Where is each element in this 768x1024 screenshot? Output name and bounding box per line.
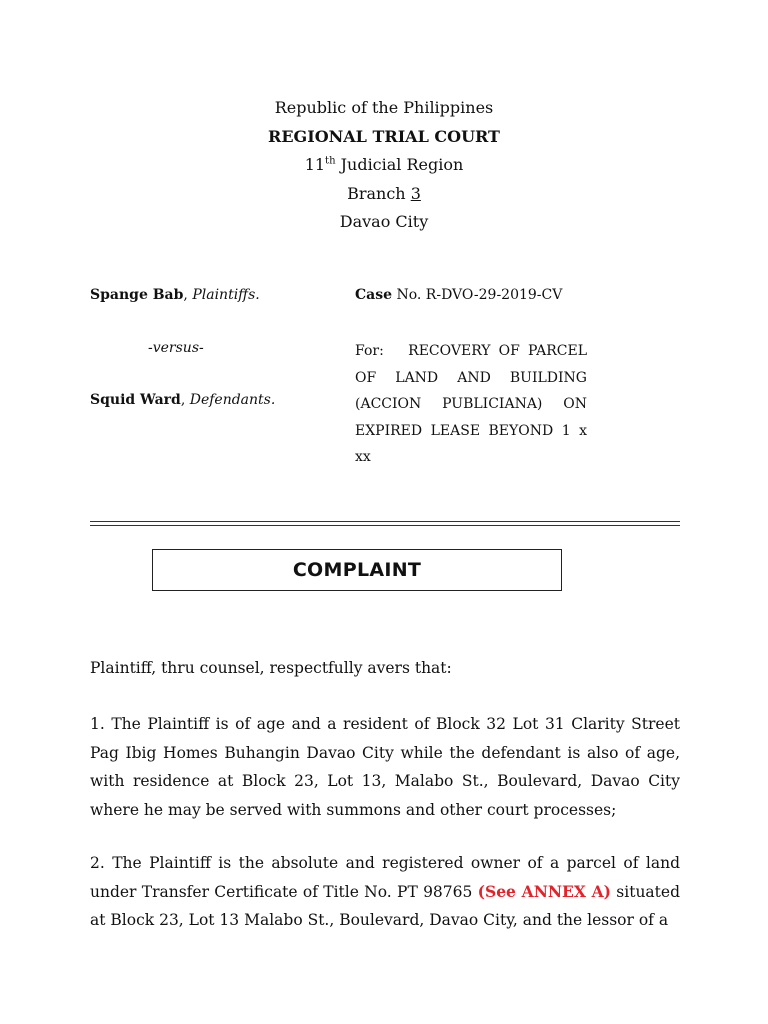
versus: -versus- [148,340,204,356]
defendant: Squid Ward, Defendants. [90,392,276,408]
for-description: RECOVERY OF PARCEL OF LAND AND BUILDING (ACCION PUBLICIANA) ON EXPIRED LEASE BEYOND 1 x xx [355,343,587,465]
plaintiff-role: Plaintiffs. [192,287,260,303]
court-header [0,94,768,237]
case-label: Case [355,287,393,303]
court-name: REGIONAL TRIAL COURT [268,126,500,146]
plaintiff-name: Spange Bab [90,287,184,303]
divider-bottom [90,525,680,526]
for-label: For: [355,343,384,359]
paragraph-2 [90,849,680,935]
annex-reference: (See ANNEX A) [477,881,612,901]
defendant-role: Defendants. [189,392,276,408]
paragraph-2-text: 2. The Plaintiff is the absolute and registered owner of a parcel of land under Transfer Certificate of Title No. PT 98765 [90,854,680,901]
city-line: Davao City [339,212,429,231]
judicial-region [0,151,768,180]
defendant-name: Squid Ward [90,392,181,408]
region-number: 11 [304,155,326,174]
branch-number: 3 [410,183,421,203]
region-suffix: th [325,155,336,167]
paragraph-1: 1. The Plaintiff is of age and a resident of Block 32 Lot 31 Clarity Street Pag Ibig Homes Buhangin Davao City while the defendant is also of age, with residence at Block 23, Lot 13, Malabo St., Boulevard, Davao City where he may be served with summons and other court processes; [90,715,680,819]
case-nature [355,338,587,471]
divider-top [90,521,680,522]
branch-label: Branch [347,183,411,203]
region-text: Judicial Region [335,155,464,174]
paragraph-2-continuation: situated at Block 23, Lot 13 Malabo St., Boulevard, Davao City, and the lessor of a [90,882,680,929]
complaint-title: COMPLAINT [292,559,422,581]
republic-line: Republic of the Philippines [274,98,494,117]
intro-paragraph: Plaintiff, thru counsel, respectfully avers that: [90,659,452,677]
branch-line [0,180,768,209]
case-number-value: No. R-DVO-29-2019-CV [396,287,563,303]
case-number [355,287,562,303]
complaint-title-box [152,549,562,591]
plaintiff: Spange Bab, Plaintiffs. [90,287,260,303]
